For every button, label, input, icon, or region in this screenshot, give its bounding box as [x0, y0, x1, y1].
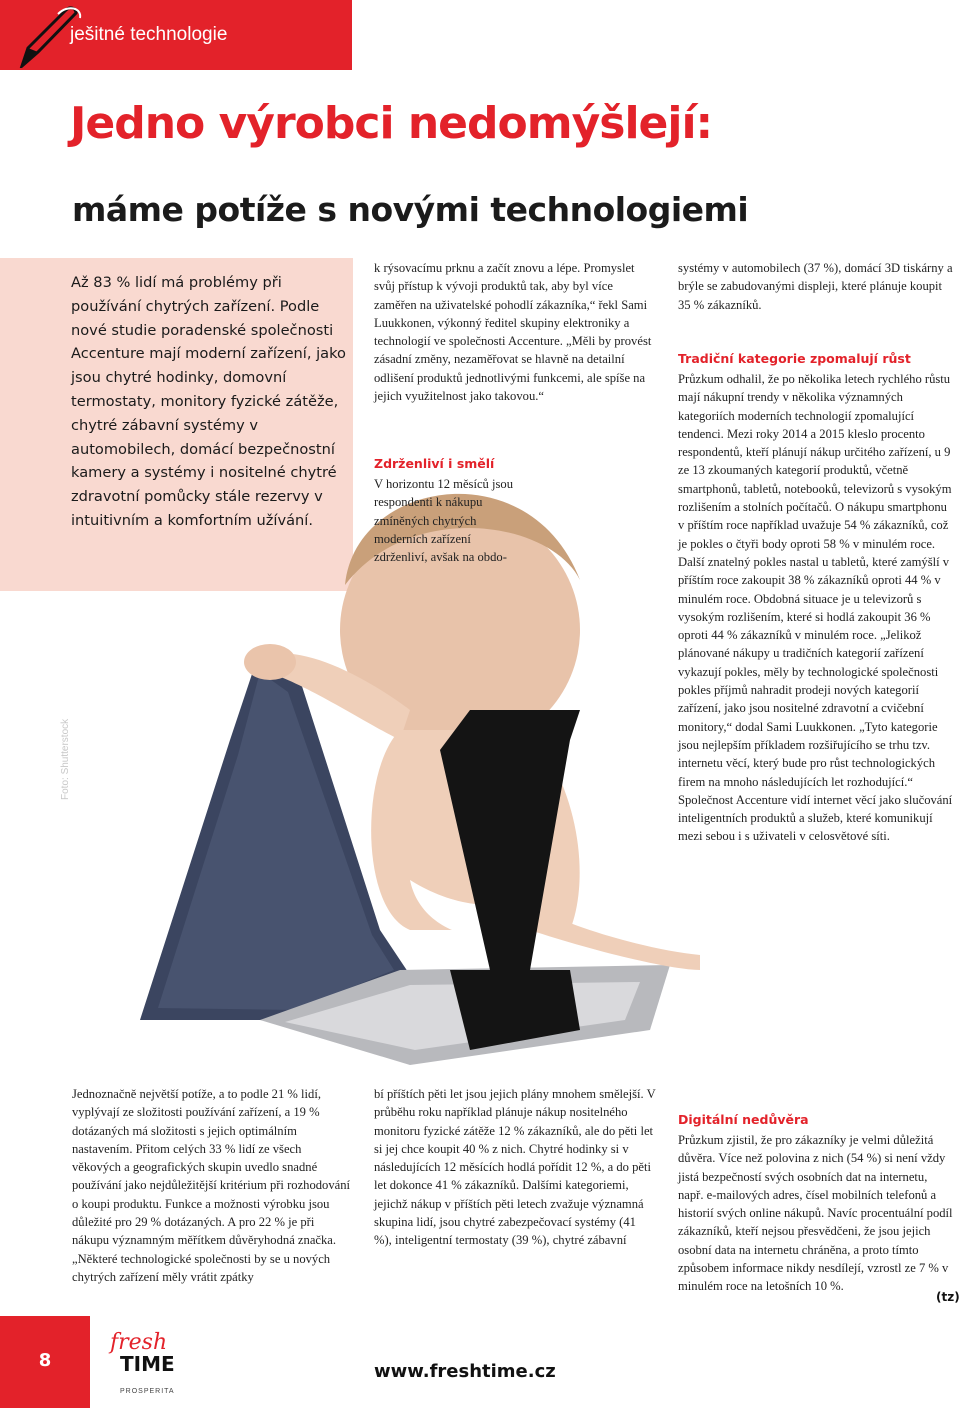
column-b-top — [374, 259, 654, 405]
column-a-bottom — [72, 1085, 352, 1286]
page-number: 8 — [38, 1350, 52, 1371]
column-b-bottom — [374, 1085, 656, 1250]
subheading: Digitální nedůvěra — [678, 1112, 809, 1127]
paragraph: V horizontu 12 měsíců jsou respondenti k nákupu zmíněných chytrých moderních zařízení zdrženliví, avšak na obdo- — [374, 477, 513, 565]
author-tag: (tz) — [936, 1290, 960, 1304]
page-number-tab — [0, 1316, 90, 1408]
paragraph: k rýsovacímu prknu a začít znovu a lépe. Promyslet svůj přístup k vývoji produktů tak, aby byl více zaměřen na uživatelské pohodlí zákazníka,“ řekl Sami Luukkonen, výkonný ředitel skupiny elektroniky a technologií ve společnosti Accenture. „Měli by provést zásadní změny, nezaměřovat se hlavně na detailní odlišení produktů jednotlivými funkcemi, ale spíše na jejich využitelnost jako takovou.“ — [374, 261, 652, 404]
subheading: Zdrženliví i smělí — [374, 456, 495, 471]
column-c-digital — [678, 1109, 953, 1296]
paragraph: Jednoznačně největší potíže, a to podle 21 % lidí, vyplývají ze složitosti používání zařízení, a 19 % dotázaných má složitosti s jejich optimálním nastavením. Přitom celých 33 % lidí ze všech věkových a geografických skupin uvedlo snadné používání jako nejdůležitější kritérium při rozhodování o koupi produktu. Funkce a možnosti výrobku jsou důležité pro 29 % dotázaných. A pro 22 % je při nákupu významným měřítkem důvěryhodná značka. „Některé technologické společnosti by se u nových chytrých zařízení měly vrátit zpátky — [72, 1087, 351, 1284]
subheading: Tradiční kategorie zpomalují růst — [678, 351, 911, 366]
lead-paragraph: Až 83 % lidí má problémy při používání chytrých zařízení. Podle nové studie poradenské společnosti Accenture mají moderní zařízení, jako jsou chytré hodinky, domovní termostaty, monitory fyzické zátěže, chytré zábavní systémy v automobilech, domácí bezpečnostní kamery a systémy i nositelné chytré zdravotní pomůcky stále rezervy v intuitivním a komfortním užívání. — [71, 274, 346, 529]
logo-subtitle: PROSPERITA — [120, 1388, 175, 1395]
photo-credit: Foto: Shutterstock — [60, 718, 71, 800]
paragraph: Průzkum odhalil, že po několika letech rychlého růstu mají nákupní trendy v několika významných kategoriích moderních technologií zpomalující tendenci. Mezi roky 2014 a 2015 kleslo procento respondentů, kteří plánují nákup určitého zařízení, u 9 ze 13 zkoumaných kategorií produktů, včetně smartphonů, tabletů, notebooků, televizorů s vysokým rozlišením a stolních počítačů. O nákupu smartphonu v příštím roce například uvažuje 54 % zákazníků, což je pokles o čtyři body oproti 58 % v minulém roce. Další znatelný pokles nastal u tabletů, které zamýšlí v příštím roce zakoupit 38 % zákazníků oproti 44 % v minulém roce. Obdobná situace je u televizorů s vysokým rozlišením, které si hodlá zakoupit 36 % oproti 44 % zákazníků v minulém roce. „Jelikož plánované nákupy u tradičních kategorií zařízení vykazují pokles, měly by technologické společnosti pokles příjmů nahradit prodeji nových kategorií zařízení, jako jsou nositelné zdravotní a cvičební monitory,“ dodal Sami Luukkonen. „Tyto kategorie jsou nejlepším příkladem rozšiřujícího se trhu tzv. internetu věcí, který bude pro růst technologických firem na mnoho následujících let rozhodující.“ Společnost Accenture vidí internet věcí jako slučování inteligentních produktů a služeb, které komunikují mezi sebou i s uživateli v celosvětové síti. — [678, 372, 953, 844]
paragraph: systémy v automobilech (37 %), domácí 3D tiskárny a brýle se zabudovanými displeji, které plánuje koupit 35 % zákazníků. — [678, 261, 953, 312]
headline: Jedno výrobci nedomýšlejí: — [70, 98, 713, 149]
paragraph: bí příštích pěti let jsou jejich plány mnohem smělejší. V průběhu roku například plánuje nákup nositelného monitoru fyzické zátěže 12 % zákazníků, ale do pěti let si jej chce koupit 40 % z nich. Chytré hodinky si v následujících 12 měsících hodlá pořídit 12 %, a do pěti let dokonce 41 % zákazníků. Dalšími kategoriemi, jejichž nákup v příštích pěti letech zvažuje významná skupina lidí, jsou chytré zabezpečovací systémy (41 %), inteligentní termostaty (39 %), chytré zábavní — [374, 1087, 656, 1248]
logo-time: TIME — [120, 1352, 175, 1376]
section-tab — [0, 0, 352, 70]
section-label: ješitné technologie — [70, 24, 228, 45]
logo-fresh: fresh — [110, 1330, 168, 1355]
subheadline: máme potíže s novými technologiemi — [72, 190, 749, 229]
paragraph: Průzkum zjistil, že pro zákazníky je velmi důležitá důvěra. Více než polovina z nich (54 %) si není vždy jistá bezpečností svých osobních dat na internetu, např. e-mailových adres, čísel mobilních telefonů a historií svých online nákupů. Navíc procentuální podíl zákazníků, kteří nejsou přesvědčeni, že jsou jejich osobní data na internetu chráněna, a proto tímto způsobem informace nikdy nesdílejí, vzrostl ze 7 % v minulém roce na letošních 10 %. — [678, 1133, 953, 1294]
column-b-mid — [374, 453, 524, 566]
website-link[interactable]: www.freshtime.cz — [374, 1361, 556, 1382]
freshtime-logo — [96, 1330, 196, 1400]
column-c-body — [678, 348, 953, 846]
column-c-top — [678, 259, 953, 314]
